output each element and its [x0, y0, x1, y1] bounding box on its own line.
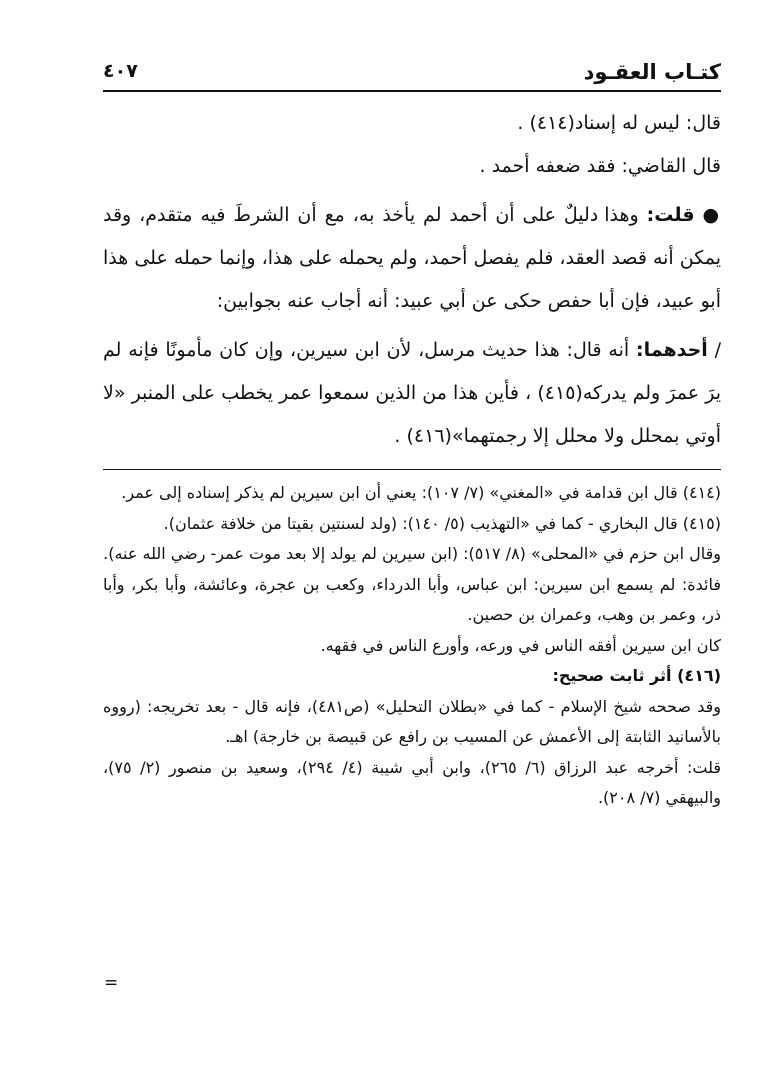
page-header: [103, 58, 721, 92]
footnote-continuation: فائدة: لم يسمع ابن سيرين: ابن عباس، وأبا الدرداء، وكعب بن عجرة، وعائشة، وأبا بكر، وأبا ذر، وعمر بن وهب، وعمران بن حصين.: [103, 574, 721, 624]
paragraph-text: وهذا دليلٌ على أن أحمد لم يأخذ به، مع أن الشرطَ فيه متقدم، وقد يمكن أنه قصد العقد، فلم يفصل أحمد، ولم يحمله على هذا، وإنما حمله على هذا أبو عبيد، فإن أبا حفص حكى عن أبي عبيد: أنه أجاب عنه بجوابين:: [103, 204, 721, 312]
footnote-separator: [103, 469, 721, 470]
paragraph-text: أنه قال: هذا حديث مرسل، لأن ابن سيرين، وإن كان مأمونًا فإنه لم يرَ عمرَ ولم يدركه(٤١٥) ، فأين هذا من الذين سمعوا عمر يخطب على المنبر «لا أوتي بمحلل ولا محلل إلا رجمتهما»(٤١٦) .: [103, 339, 722, 447]
footnote-continuation: وقد صححه شيخ الإسلام - كما في «بطلان التحليل» (ص٤٨١)، فإنه قال - بعد تخريجه: (رووه بالأسانيد الثابتة إلى الأعمش عن المسيب بن رافع عن قبيصة بن خارجة) اهـ.: [103, 696, 721, 746]
bullet-icon: ●: [694, 204, 721, 226]
footnote: (٤١٥) قال البخاري - كما في «التهذيب (٥/ ١٤٠): (ولد لسنتين بقيتا من خلافة عثمان).: [163, 513, 721, 533]
page-number: ٤٠٧: [103, 60, 138, 82]
continuation-mark: =: [104, 973, 119, 993]
main-text: [103, 102, 721, 458]
footnote-continuation: كان ابن سيرين أفقه الناس في ورعه، وأورع الناس في فقهه.: [320, 635, 721, 655]
slash-mark-icon: /: [707, 339, 721, 361]
paragraph: [103, 194, 721, 323]
footnote: (٤١٦) أثر ثابت صحيح:: [552, 666, 721, 685]
paragraph: قال: ليس له إسناد(٤١٤) .: [517, 112, 721, 134]
footnote-continuation: قلت: أخرجه عبد الرزاق (٦/ ٢٦٥)، وابن أبي شيبة (٤/ ٢٩٤)، وسعيد بن منصور (٢/ ٧٥)، والبيهقي (٧/ ٢٠٨).: [103, 757, 722, 807]
paragraph: قال القاضي: فقد ضعفه أحمد .: [479, 155, 721, 177]
inline-label: قلت:: [646, 204, 695, 226]
footnote-continuation: وقال ابن حزم في «المحلى» (٨/ ٥١٧): (ابن سيرين لم يولد إلا بعد موت عمر- رضي الله عنه).: [103, 544, 721, 563]
running-title: كتـاب العقـود: [583, 60, 721, 84]
inline-label: أحدهما:: [635, 339, 708, 361]
paragraph: [103, 329, 721, 458]
footnotes: [103, 478, 721, 814]
footnote: (٤١٤) قال ابن قدامة في «المغني» (٧/ ١٠٧): يعني أن ابن سيرين لم يذكر إسناده إلى عمر.: [121, 483, 721, 502]
